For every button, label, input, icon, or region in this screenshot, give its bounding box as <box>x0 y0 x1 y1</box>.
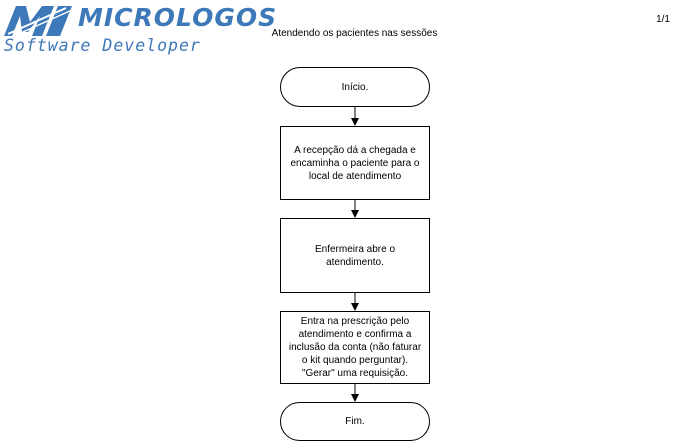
flow-node-step2: Enfermeira abre o atendimento. <box>280 218 430 293</box>
flow-node-step1: A recepção dá a chegada e encaminha o paciente para o local de atendimento <box>280 126 430 200</box>
flow-node-step3: Entra na prescrição pelo atendimento e confirma a inclusão da conta (não faturar o kit quando perguntar). "Gerar" uma requisição. <box>280 311 430 384</box>
logo-brand-text: MICROLOGOS <box>78 3 278 32</box>
flow-node-end: Fim. <box>280 402 430 441</box>
logo-tagline: Software Developer <box>4 36 201 55</box>
flow-node-start: Início. <box>280 67 430 107</box>
diagram-title: Atendendo os pacientes nas sessões <box>271 28 438 39</box>
page-number: 1/1 <box>656 14 670 25</box>
